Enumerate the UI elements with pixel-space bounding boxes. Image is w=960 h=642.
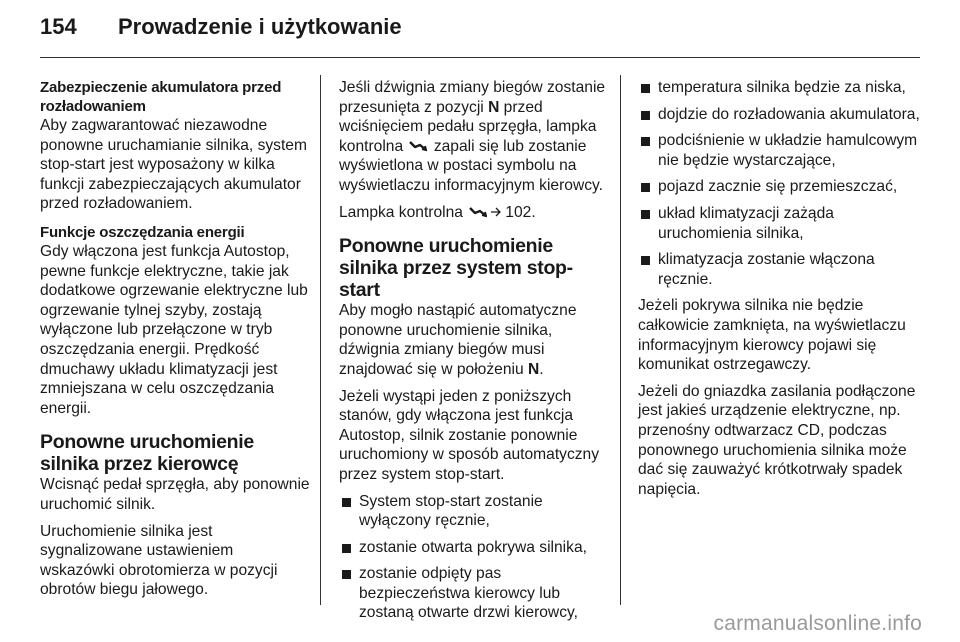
gear-neutral-label: N (488, 98, 500, 116)
lamp-reference-paragraph (339, 203, 611, 223)
watermark: carmanualsonline.info (713, 612, 922, 635)
gear-neutral-label-2: N (527, 360, 540, 378)
list-item (638, 131, 920, 170)
column-2 (339, 78, 611, 630)
gear-lever-text-b: przed wciśnięciem pedału sprzęgła, lampka kontrolna (339, 98, 597, 155)
list-item (339, 492, 611, 531)
list-item (638, 204, 920, 243)
gear-lever-paragraph (339, 78, 611, 196)
header-rule (40, 57, 920, 58)
column-divider-1 (320, 75, 321, 605)
system-restart-text-a: Aby mogło nastąpić automatyczne ponowne uruchomienie silnika, dźwignia zmiany biegów musi znajdować się w położeniu (339, 302, 577, 378)
system-restart-heading: Ponowne uruchomienie silnika przez system stop-start (339, 235, 573, 302)
voltage-drop-text: Jeżeli do gniazdka zasilania podłączone jest jakieś urządzenie elektryczne, np. przenośny odtwarzacz CD, podczas ponownego uruchomienia silnika może dać się zauważyć krótkotrwały spadek napięcia. (638, 382, 916, 498)
square-bullet-icon (641, 137, 650, 146)
page-reference-icon (490, 206, 502, 218)
driver-restart-text-1: Wcisnąć pedał sprzęgła, aby ponownie uruchomić silnik. (40, 476, 310, 513)
square-bullet-icon (641, 256, 650, 265)
list-item-text: zostanie odpięty pas bezpieczeństwa kierowcy lub zostaną otwarte drzwi kierowcy, (359, 565, 578, 622)
list-item (339, 538, 611, 558)
list-item-text: układ klimatyzacji zażąda uruchomienia silnika, (658, 204, 834, 242)
square-bullet-icon (342, 570, 351, 579)
square-bullet-icon (342, 544, 351, 553)
list-item-text: System stop-start zostanie wyłączony ręcznie, (359, 492, 543, 530)
lamp-reference-page: 102. (505, 203, 536, 221)
battery-protection-text: Aby zagwarantować niezawodne ponowne uruchamianie silnika, system stop-start jest wyposażony w kilka funkcji zabezpieczających akumulator przed rozładowaniem. (40, 117, 307, 213)
column-1 (40, 78, 312, 607)
list-item (638, 105, 920, 125)
lamp-reference-label: Lampka kontrolna (339, 203, 468, 221)
list-item-text: podciśnienie w układzie hamulcowym nie będzie wystarczające, (658, 132, 918, 169)
column-3 (638, 78, 920, 506)
list-item (638, 250, 920, 289)
battery-protection-heading: Zabezpieczenie akumulatora przed rozładowaniem (40, 79, 282, 115)
list-item-text: pojazd zacznie się przemieszczać, (658, 178, 898, 196)
list-item-text: zostanie otwarta pokrywa silnika, (359, 538, 587, 556)
driver-restart-text-2: Uruchomienie silnika jest sygnalizowane ustawieniem wskazówki obrotomierza w pozycji obrotów biegu jałowego. (40, 522, 278, 599)
list-item-text: klimatyzacja zostanie włączona ręcznie. (658, 251, 875, 288)
driver-restart-heading: Ponowne uruchomienie silnika przez kierowcę (40, 431, 254, 476)
square-bullet-icon (641, 84, 650, 93)
list-item-text: dojdzie do rozładowania akumulatora, (658, 105, 920, 123)
energy-saving-text: Gdy włączona jest funkcja Autostop, pewne funkcje elektryczne, takie jak dodatkowe ogrzewanie elektryczne lub ogrzewanie tylnej szyby, zostają wyłączone lub przełączone w tryb oszczędzania energii. Prędkość dmuchawy układu klimatyzacji jest zmniejszana w celu oszczędzania energii. (40, 242, 308, 417)
system-restart-text-b: . (539, 360, 544, 378)
list-item (638, 78, 920, 98)
list-item (339, 564, 611, 623)
autostop-conditions-intro: Jeżeli wystąpi jeden z poniższych stanów, gdy włączona jest funkcja Autostop, silnik zostanie ponownie uruchomiony w sposób automatyczny przez system stop-start. (339, 387, 600, 483)
restart-conditions-list-1 (339, 492, 611, 624)
list-item (638, 177, 920, 197)
square-bullet-icon (342, 498, 351, 507)
restart-conditions-list-2 (638, 78, 920, 289)
hood-warning-text: Jeżeli pokrywa silnika nie będzie całkowicie zamknięta, na wyświetlaczu informacyjnym kierowcy pojawi się komunikat ostrzegawczy. (638, 297, 906, 374)
square-bullet-icon (641, 210, 650, 219)
gear-lever-text-c: zapali się lub zostanie wyświetlona w postaci symbolu na wyświetlaczu informacyjnym kierowcy. (339, 137, 603, 194)
energy-saving-heading: Funkcje oszczędzania energii (40, 223, 245, 241)
square-bullet-icon (641, 111, 650, 120)
list-item-text: temperatura silnika będzie za niska, (658, 79, 906, 96)
system-restart-paragraph (339, 301, 611, 379)
square-bullet-icon (641, 183, 650, 192)
gear-lever-text-a: Jeśli dźwignia zmiany biegów zostanie przesunięta z pozycji (339, 79, 606, 116)
page-header (40, 14, 402, 48)
column-divider-2 (620, 75, 621, 605)
autostop-lamp-icon-2 (469, 206, 487, 218)
page-title: Prowadzenie i użytkowanie (118, 14, 402, 39)
page-number: 154 (40, 14, 77, 39)
autostop-lamp-icon (409, 140, 427, 152)
